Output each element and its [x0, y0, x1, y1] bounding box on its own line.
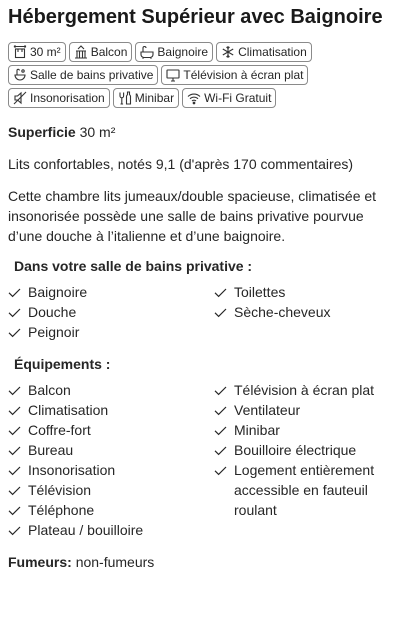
- list-item-label: Téléphone: [28, 502, 95, 518]
- checkmark-icon: [214, 400, 228, 420]
- chip-minibar: [113, 88, 179, 108]
- checkmark-icon: [8, 400, 22, 420]
- snowflake-icon: [221, 45, 235, 59]
- list-item-label: Plateau / bouilloire: [28, 522, 144, 538]
- list-item: [8, 400, 214, 420]
- list-item-label: Télévision: [28, 482, 92, 498]
- list-item: [214, 380, 394, 400]
- list-item-label: Peignoir: [28, 324, 80, 340]
- chip-label: Télévision à écran plat: [183, 68, 304, 82]
- equipment-list-left: [8, 380, 214, 540]
- chip-label: Climatisation: [238, 45, 307, 59]
- equipment-list: [8, 380, 396, 540]
- list-item-label: Ventilateur: [234, 402, 301, 418]
- checkmark-icon: [8, 460, 22, 480]
- list-item: [8, 282, 214, 302]
- list-item: [214, 460, 394, 520]
- list-item: [8, 460, 214, 480]
- list-item: [8, 322, 214, 342]
- list-item: [8, 380, 214, 400]
- chip-label: Salle de bains privative: [30, 68, 154, 82]
- list-item-label: Logement entièrement accessible en fauteuil roulant: [234, 462, 375, 518]
- checkmark-icon: [8, 322, 22, 342]
- list-item: [8, 302, 214, 322]
- list-item-label: Douche: [28, 304, 77, 320]
- chip-label: Wi-Fi Gratuit: [204, 91, 272, 105]
- tv-icon: [166, 68, 180, 82]
- equipment-list-right: [214, 380, 394, 540]
- bathroom-list-left: [8, 282, 214, 342]
- list-item: [214, 440, 394, 460]
- list-item-label: Sèche-cheveux: [234, 304, 331, 320]
- bed-rating: Lits confortables, notés 9,1 (d'après 170 commentaires): [8, 156, 354, 172]
- list-item-label: Coffre-fort: [28, 422, 91, 438]
- chip-label: Baignoire: [157, 45, 209, 59]
- list-item: [8, 420, 214, 440]
- chip-label: Insonorisation: [30, 91, 105, 105]
- chip-label: Balcon: [90, 45, 128, 59]
- chip-wifi: [182, 88, 276, 108]
- bathroom-icon: [13, 68, 27, 82]
- bathroom-section-title: Dans votre salle de bains privative :: [14, 258, 253, 274]
- checkmark-icon: [8, 420, 22, 440]
- list-item-label: Bureau: [28, 442, 74, 458]
- list-item-label: Bouilloire électrique: [234, 442, 357, 458]
- smoking-value: non-fumeurs: [75, 554, 155, 570]
- list-item-label: Balcon: [28, 382, 71, 398]
- list-item-label: Climatisation: [28, 402, 109, 418]
- list-item-label: Baignoire: [28, 284, 88, 300]
- chip-size: [8, 42, 66, 62]
- room-description: Cette chambre lits jumeaux/double spacieuse, climatisée et insonorisée possède une salle de bains privative pourvue d’une douche à l’italienne et d’une baignoire.: [8, 188, 377, 244]
- size-icon: [13, 45, 27, 59]
- chip-balcony: [69, 42, 133, 62]
- list-item: [214, 282, 394, 302]
- checkmark-icon: [214, 380, 228, 400]
- checkmark-icon: [214, 460, 228, 480]
- minibar-icon: [118, 91, 132, 105]
- chip-label: 30 m²: [30, 45, 61, 59]
- list-item-label: Toilettes: [234, 284, 286, 300]
- list-item: [214, 420, 394, 440]
- room-title: Hébergement Supérieur avec Baignoire: [8, 6, 383, 28]
- list-item: [214, 302, 394, 322]
- checkmark-icon: [8, 480, 22, 500]
- list-item-label: Télévision à écran plat: [234, 382, 375, 398]
- smoking-policy: [8, 552, 396, 572]
- checkmark-icon: [214, 440, 228, 460]
- checkmark-icon: [8, 302, 22, 322]
- wifi-icon: [187, 91, 201, 105]
- room-size: [8, 122, 396, 142]
- list-item: [214, 400, 394, 420]
- checkmark-icon: [8, 500, 22, 520]
- checkmark-icon: [8, 440, 22, 460]
- list-item-label: Insonorisation: [28, 462, 116, 478]
- balcony-icon: [74, 45, 88, 59]
- list-item: [8, 520, 214, 540]
- size-value: 30 m²: [79, 124, 116, 140]
- list-item-label: Minibar: [234, 422, 280, 438]
- list-item: [8, 440, 214, 460]
- chip-private-bathroom: [8, 65, 158, 85]
- list-item: [8, 500, 214, 520]
- checkmark-icon: [214, 282, 228, 302]
- equipment-section-title: Équipements :: [14, 356, 111, 372]
- chip-flat-tv: [161, 65, 308, 85]
- checkmark-icon: [214, 302, 228, 322]
- checkmark-icon: [214, 420, 228, 440]
- smoking-label: Fumeurs:: [8, 554, 72, 570]
- bathroom-list-right: [214, 282, 394, 342]
- checkmark-icon: [8, 380, 22, 400]
- chip-air-conditioning: [216, 42, 312, 62]
- size-label: Superficie: [8, 124, 76, 140]
- bathroom-list: [8, 282, 396, 342]
- list-item: [8, 480, 214, 500]
- bathtub-icon: [140, 45, 154, 59]
- checkmark-icon: [8, 520, 22, 540]
- chip-label: Minibar: [134, 91, 175, 105]
- chip-bathtub: [135, 42, 213, 62]
- checkmark-icon: [8, 282, 22, 302]
- chip-soundproofing: [8, 88, 110, 108]
- soundproof-icon: [13, 91, 27, 105]
- facility-chips: [8, 42, 328, 108]
